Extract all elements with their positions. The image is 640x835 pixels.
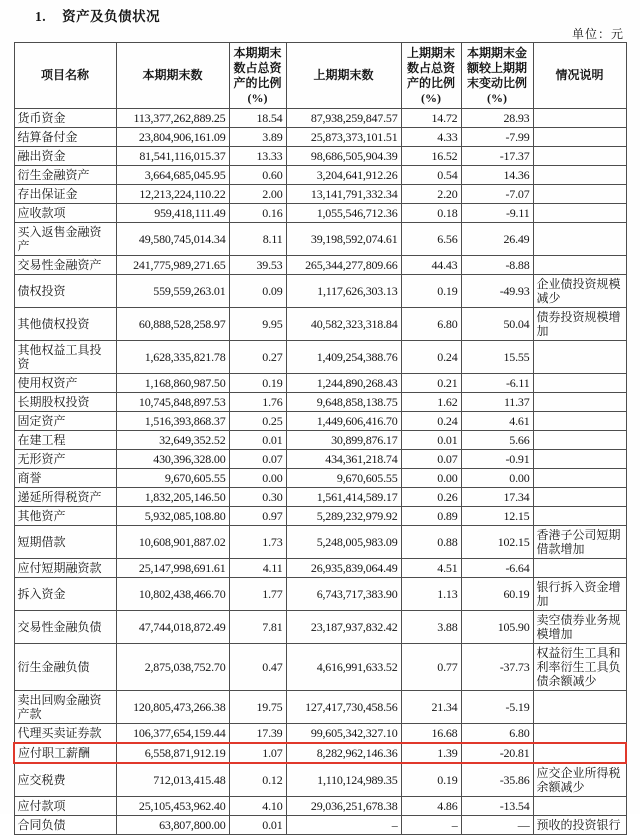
current-period-amount-cell: 430,396,328.00: [116, 450, 229, 469]
table-row: [14, 691, 626, 724]
col-header-prior-amount: 上期期末数: [286, 43, 401, 109]
current-period-amount-cell: 5,932,085,108.80: [116, 507, 229, 526]
item-name-cell: 买入返售金融资产: [14, 223, 116, 256]
current-period-ratio-cell: 13.33: [229, 147, 286, 166]
current-period-ratio-cell: 0.19: [229, 374, 286, 393]
change-ratio-cell: -20.81: [461, 743, 533, 763]
col-header-current-ratio: 本期期末数占总资产的比例(%): [229, 43, 286, 109]
prior-period-ratio-cell: 0.88: [401, 526, 461, 559]
current-period-amount-cell: 47,744,018,872.49: [116, 611, 229, 644]
prior-period-ratio-cell: 6.56: [401, 223, 461, 256]
col-header-prior-ratio: 上期期末数占总资产的比例(%): [401, 43, 461, 109]
current-period-amount-cell: 712,013,415.48: [116, 763, 229, 797]
current-period-ratio-cell: 0.09: [229, 275, 286, 308]
explanation-cell: 预收的投资银行: [533, 816, 626, 835]
item-name-cell: 在建工程: [14, 431, 116, 450]
change-ratio-cell: -49.93: [461, 275, 533, 308]
item-name-cell: 应交税费: [14, 763, 116, 797]
item-name-cell: 应收款项: [14, 204, 116, 223]
explanation-cell: 银行拆入资金增加: [533, 578, 626, 611]
prior-period-amount-cell: 87,938,259,847.57: [286, 109, 401, 128]
prior-period-amount-cell: 98,686,505,904.39: [286, 147, 401, 166]
change-ratio-cell: -35.86: [461, 763, 533, 797]
item-name-cell: 应付款项: [14, 797, 116, 816]
table-row: [14, 743, 626, 763]
explanation-cell: [533, 374, 626, 393]
explanation-cell: [533, 109, 626, 128]
table-row: [14, 724, 626, 744]
current-period-amount-cell: 25,147,998,691.61: [116, 559, 229, 578]
table-row: [14, 374, 626, 393]
prior-period-amount-cell: 99,605,342,327.10: [286, 724, 401, 744]
explanation-cell: [533, 223, 626, 256]
item-name-cell: 长期股权投资: [14, 393, 116, 412]
prior-period-ratio-cell: 0.07: [401, 450, 461, 469]
current-period-ratio-cell: 0.47: [229, 644, 286, 691]
prior-period-amount-cell: 9,648,858,138.75: [286, 393, 401, 412]
change-ratio-cell: 102.15: [461, 526, 533, 559]
prior-period-amount-cell: –: [286, 816, 401, 835]
table-row: [14, 431, 626, 450]
prior-period-ratio-cell: 21.34: [401, 691, 461, 724]
table-row: [14, 488, 626, 507]
table-row: [14, 341, 626, 374]
col-header-current-amount: 本期期末数: [116, 43, 229, 109]
prior-period-amount-cell: 1,409,254,388.76: [286, 341, 401, 374]
change-ratio-cell: -6.11: [461, 374, 533, 393]
current-period-ratio-cell: 7.81: [229, 611, 286, 644]
change-ratio-cell: -0.91: [461, 450, 533, 469]
current-period-amount-cell: 6,558,871,912.19: [116, 743, 229, 763]
change-ratio-cell: 26.49: [461, 223, 533, 256]
current-period-ratio-cell: 0.12: [229, 763, 286, 797]
prior-period-ratio-cell: 1.13: [401, 578, 461, 611]
prior-period-amount-cell: 23,187,937,832.42: [286, 611, 401, 644]
prior-period-ratio-cell: 6.80: [401, 308, 461, 341]
prior-period-ratio-cell: 0.01: [401, 431, 461, 450]
current-period-amount-cell: 23,804,906,161.09: [116, 128, 229, 147]
col-header-item-name: 项目名称: [14, 43, 116, 109]
change-ratio-cell: 14.36: [461, 166, 533, 185]
change-ratio-cell: 5.66: [461, 431, 533, 450]
prior-period-ratio-cell: 1.62: [401, 393, 461, 412]
prior-period-ratio-cell: 0.24: [401, 412, 461, 431]
change-ratio-cell: -37.73: [461, 644, 533, 691]
table-row: [14, 578, 626, 611]
current-period-amount-cell: 559,559,263.01: [116, 275, 229, 308]
prior-period-ratio-cell: 16.68: [401, 724, 461, 744]
col-header-explanation: 情况说明: [533, 43, 626, 109]
change-ratio-cell: —: [461, 816, 533, 835]
current-period-amount-cell: 10,802,438,466.70: [116, 578, 229, 611]
explanation-cell: [533, 743, 626, 763]
explanation-cell: [533, 559, 626, 578]
current-period-amount-cell: 10,745,848,897.53: [116, 393, 229, 412]
col-header-change-ratio: 本期期末金额较上期期末变动比例(%): [461, 43, 533, 109]
item-name-cell: 货币资金: [14, 109, 116, 128]
item-name-cell: 代理买卖证券款: [14, 724, 116, 744]
change-ratio-cell: -7.07: [461, 185, 533, 204]
table-row: [14, 308, 626, 341]
change-ratio-cell: 4.61: [461, 412, 533, 431]
item-name-cell: 递延所得税资产: [14, 488, 116, 507]
table-row: [14, 412, 626, 431]
prior-period-ratio-cell: 0.21: [401, 374, 461, 393]
change-ratio-cell: 15.55: [461, 341, 533, 374]
assets-liabilities-table: [13, 42, 627, 835]
unit-label: 单位：元: [571, 27, 624, 41]
change-ratio-cell: -6.64: [461, 559, 533, 578]
table-row: [14, 128, 626, 147]
table-row: [14, 166, 626, 185]
current-period-ratio-cell: 0.00: [229, 469, 286, 488]
prior-period-ratio-cell: 0.18: [401, 204, 461, 223]
table-row: [14, 450, 626, 469]
current-period-ratio-cell: 2.00: [229, 185, 286, 204]
explanation-cell: [533, 797, 626, 816]
current-period-amount-cell: 113,377,262,889.25: [116, 109, 229, 128]
item-name-cell: 拆入资金: [14, 578, 116, 611]
item-name-cell: 结算备付金: [14, 128, 116, 147]
explanation-cell: 债券投资规模增加: [533, 308, 626, 341]
current-period-amount-cell: 81,541,116,015.37: [116, 147, 229, 166]
explanation-cell: [533, 341, 626, 374]
prior-period-ratio-cell: 0.77: [401, 644, 461, 691]
change-ratio-cell: -17.37: [461, 147, 533, 166]
table-row: [14, 109, 626, 128]
prior-period-ratio-cell: 44.43: [401, 256, 461, 275]
item-name-cell: 融出资金: [14, 147, 116, 166]
table-row: [14, 223, 626, 256]
current-period-amount-cell: 1,516,393,868.37: [116, 412, 229, 431]
current-period-ratio-cell: 0.01: [229, 431, 286, 450]
prior-period-amount-cell: 1,244,890,268.43: [286, 374, 401, 393]
current-period-amount-cell: 1,832,205,146.50: [116, 488, 229, 507]
table-row: [14, 611, 626, 644]
current-period-ratio-cell: 4.11: [229, 559, 286, 578]
table-row: [14, 275, 626, 308]
change-ratio-cell: 60.19: [461, 578, 533, 611]
current-period-amount-cell: 1,168,860,987.50: [116, 374, 229, 393]
table-row: [14, 256, 626, 275]
table-row: [14, 644, 626, 691]
prior-period-amount-cell: 434,361,218.74: [286, 450, 401, 469]
table-body: [14, 109, 626, 835]
prior-period-ratio-cell: 16.52: [401, 147, 461, 166]
item-name-cell: 应付职工薪酬: [14, 743, 116, 763]
explanation-cell: [533, 450, 626, 469]
change-ratio-cell: 12.15: [461, 507, 533, 526]
item-name-cell: 衍生金融资产: [14, 166, 116, 185]
explanation-cell: 香港子公司短期借款增加: [533, 526, 626, 559]
item-name-cell: 卖出回购金融资产款: [14, 691, 116, 724]
prior-period-amount-cell: 127,417,730,458.56: [286, 691, 401, 724]
prior-period-amount-cell: 39,198,592,074.61: [286, 223, 401, 256]
item-name-cell: 交易性金融资产: [14, 256, 116, 275]
prior-period-ratio-cell: 4.33: [401, 128, 461, 147]
current-period-amount-cell: 959,418,111.49: [116, 204, 229, 223]
current-period-ratio-cell: 19.75: [229, 691, 286, 724]
current-period-amount-cell: 2,875,038,752.70: [116, 644, 229, 691]
current-period-amount-cell: 25,105,453,962.40: [116, 797, 229, 816]
current-period-ratio-cell: 4.10: [229, 797, 286, 816]
explanation-cell: [533, 412, 626, 431]
table-row: [14, 526, 626, 559]
current-period-amount-cell: 10,608,901,887.02: [116, 526, 229, 559]
current-period-amount-cell: 32,649,352.52: [116, 431, 229, 450]
prior-period-amount-cell: 13,141,791,332.34: [286, 185, 401, 204]
prior-period-amount-cell: 25,873,373,101.51: [286, 128, 401, 147]
current-period-amount-cell: 1,628,335,821.78: [116, 341, 229, 374]
item-name-cell: 商誉: [14, 469, 116, 488]
prior-period-ratio-cell: –: [401, 816, 461, 835]
current-period-ratio-cell: 18.54: [229, 109, 286, 128]
prior-period-amount-cell: 5,289,232,979.92: [286, 507, 401, 526]
table-row: [14, 204, 626, 223]
prior-period-amount-cell: 1,110,124,989.35: [286, 763, 401, 797]
current-period-ratio-cell: 1.77: [229, 578, 286, 611]
prior-period-amount-cell: 26,935,839,064.49: [286, 559, 401, 578]
prior-period-ratio-cell: 4.86: [401, 797, 461, 816]
current-period-ratio-cell: 9.95: [229, 308, 286, 341]
current-period-ratio-cell: 3.89: [229, 128, 286, 147]
item-name-cell: 存出保证金: [14, 185, 116, 204]
current-period-amount-cell: 106,377,654,159.44: [116, 724, 229, 744]
prior-period-amount-cell: 9,670,605.55: [286, 469, 401, 488]
prior-period-ratio-cell: 0.26: [401, 488, 461, 507]
prior-period-amount-cell: 1,117,626,303.13: [286, 275, 401, 308]
table-row: [14, 816, 626, 835]
current-period-ratio-cell: 0.01: [229, 816, 286, 835]
explanation-cell: [533, 147, 626, 166]
prior-period-ratio-cell: 2.20: [401, 185, 461, 204]
explanation-cell: [533, 166, 626, 185]
explanation-cell: 权益衍生工具和利率衍生工具负债余额减少: [533, 644, 626, 691]
prior-period-ratio-cell: 3.88: [401, 611, 461, 644]
explanation-cell: 卖空债券业务规模增加: [533, 611, 626, 644]
prior-period-amount-cell: 265,344,277,809.66: [286, 256, 401, 275]
current-period-amount-cell: 49,580,745,014.34: [116, 223, 229, 256]
table-row: [14, 507, 626, 526]
current-period-amount-cell: 60,888,528,258.97: [116, 308, 229, 341]
section-number: 1.: [35, 9, 47, 24]
table-row: [14, 469, 626, 488]
current-period-ratio-cell: 8.11: [229, 223, 286, 256]
explanation-cell: [533, 724, 626, 744]
current-period-ratio-cell: 0.30: [229, 488, 286, 507]
explanation-cell: [533, 488, 626, 507]
item-name-cell: 衍生金融负债: [14, 644, 116, 691]
item-name-cell: 其他债权投资: [14, 308, 116, 341]
explanation-cell: [533, 204, 626, 223]
prior-period-ratio-cell: 0.89: [401, 507, 461, 526]
explanation-cell: [533, 507, 626, 526]
current-period-amount-cell: 3,664,685,045.95: [116, 166, 229, 185]
explanation-cell: 应交企业所得税余额减少: [533, 763, 626, 797]
prior-period-amount-cell: 5,248,005,983.09: [286, 526, 401, 559]
prior-period-ratio-cell: 1.39: [401, 743, 461, 763]
prior-period-ratio-cell: 0.19: [401, 763, 461, 797]
prior-period-ratio-cell: 0.24: [401, 341, 461, 374]
item-name-cell: 合同负债: [14, 816, 116, 835]
explanation-cell: 企业债投资规模减少: [533, 275, 626, 308]
explanation-cell: [533, 469, 626, 488]
explanation-cell: [533, 256, 626, 275]
explanation-cell: [533, 691, 626, 724]
prior-period-ratio-cell: 14.72: [401, 109, 461, 128]
prior-period-amount-cell: 4,616,991,633.52: [286, 644, 401, 691]
current-period-ratio-cell: 0.97: [229, 507, 286, 526]
current-period-ratio-cell: 0.60: [229, 166, 286, 185]
change-ratio-cell: -8.88: [461, 256, 533, 275]
item-name-cell: 其他资产: [14, 507, 116, 526]
prior-period-ratio-cell: 0.19: [401, 275, 461, 308]
table-row: [14, 797, 626, 816]
current-period-ratio-cell: 0.16: [229, 204, 286, 223]
prior-period-amount-cell: 1,449,606,416.70: [286, 412, 401, 431]
section-title-text: 资产及负债状况: [62, 9, 161, 24]
current-period-ratio-cell: 1.73: [229, 526, 286, 559]
explanation-cell: [533, 393, 626, 412]
current-period-ratio-cell: 17.39: [229, 724, 286, 744]
table-row: [14, 763, 626, 797]
item-name-cell: 无形资产: [14, 450, 116, 469]
item-name-cell: 使用权资产: [14, 374, 116, 393]
current-period-ratio-cell: 0.07: [229, 450, 286, 469]
prior-period-ratio-cell: 0.00: [401, 469, 461, 488]
table-row: [14, 185, 626, 204]
item-name-cell: 应付短期融资款: [14, 559, 116, 578]
prior-period-ratio-cell: 0.54: [401, 166, 461, 185]
current-period-ratio-cell: 39.53: [229, 256, 286, 275]
change-ratio-cell: 50.04: [461, 308, 533, 341]
current-period-ratio-cell: 1.07: [229, 743, 286, 763]
prior-period-amount-cell: 3,204,641,912.26: [286, 166, 401, 185]
item-name-cell: 交易性金融负债: [14, 611, 116, 644]
prior-period-amount-cell: 30,899,876.17: [286, 431, 401, 450]
prior-period-amount-cell: 6,743,717,383.90: [286, 578, 401, 611]
prior-period-amount-cell: 1,561,414,589.17: [286, 488, 401, 507]
prior-period-amount-cell: 8,282,962,146.36: [286, 743, 401, 763]
change-ratio-cell: 17.34: [461, 488, 533, 507]
current-period-amount-cell: 9,670,605.55: [116, 469, 229, 488]
current-period-amount-cell: 120,805,473,266.38: [116, 691, 229, 724]
change-ratio-cell: 6.80: [461, 724, 533, 744]
prior-period-ratio-cell: 4.51: [401, 559, 461, 578]
item-name-cell: 固定资产: [14, 412, 116, 431]
current-period-amount-cell: 241,775,989,271.65: [116, 256, 229, 275]
change-ratio-cell: -7.99: [461, 128, 533, 147]
change-ratio-cell: 105.90: [461, 611, 533, 644]
current-period-amount-cell: 63,807,800.00: [116, 816, 229, 835]
explanation-cell: [533, 431, 626, 450]
table-row: [14, 147, 626, 166]
prior-period-amount-cell: 1,055,546,712.36: [286, 204, 401, 223]
current-period-ratio-cell: 0.27: [229, 341, 286, 374]
current-period-ratio-cell: 1.76: [229, 393, 286, 412]
explanation-cell: [533, 185, 626, 204]
header-row: [14, 43, 626, 109]
change-ratio-cell: 28.93: [461, 109, 533, 128]
item-name-cell: 短期借款: [14, 526, 116, 559]
item-name-cell: 其他权益工具投资: [14, 341, 116, 374]
prior-period-amount-cell: 29,036,251,678.38: [286, 797, 401, 816]
change-ratio-cell: -5.19: [461, 691, 533, 724]
change-ratio-cell: 0.00: [461, 469, 533, 488]
current-period-amount-cell: 12,213,224,110.22: [116, 185, 229, 204]
current-period-ratio-cell: 0.25: [229, 412, 286, 431]
explanation-cell: [533, 128, 626, 147]
section-title: [35, 5, 160, 25]
change-ratio-cell: 11.37: [461, 393, 533, 412]
prior-period-amount-cell: 40,582,323,318.84: [286, 308, 401, 341]
table-row: [14, 393, 626, 412]
change-ratio-cell: -9.11: [461, 204, 533, 223]
change-ratio-cell: -13.54: [461, 797, 533, 816]
table-row: [14, 559, 626, 578]
item-name-cell: 债权投资: [14, 275, 116, 308]
